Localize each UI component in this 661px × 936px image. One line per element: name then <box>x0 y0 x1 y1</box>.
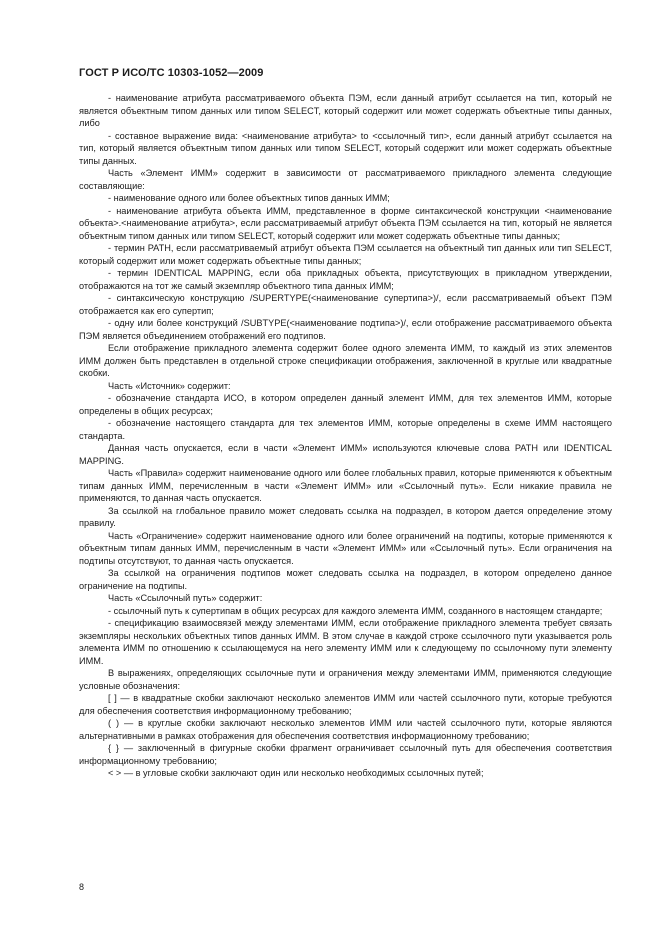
standard-header: ГОСТ Р ИСО/ТС 10303-1052—2009 <box>79 67 264 79</box>
paragraph: Часть «Источник» содержит: <box>108 380 231 391</box>
paragraph: Данная часть опускается, если в части «Элемент ИММ» используются ключевые слова PATH или IDENTICAL MAPPING. <box>79 443 612 466</box>
paragraph: - ссылочный путь к супертипам в общих ресурсах для каждого элемента ИММ, созданного в настоящем стандарте; <box>108 605 603 616</box>
paragraph: - наименование атрибута объекта ИММ, представленное в форме синтаксической конструкции <наименование объекта>.<наименование атрибута>, если рассматриваемый атрибут объекта ПЭМ ссылается на тип, который не является объектным типом данных или типом SELECT, который содержит или может содержать объектные типы данных; <box>79 205 612 241</box>
paragraph: - наименование одного или более объектных типов данных ИММ; <box>108 193 390 203</box>
paragraph: - одну или более конструкций /SUBTYPE(<наименование подтипа>)/, если отображение рассматриваемого объекта ПЭМ является объединением отображений его подтипов. <box>79 318 612 341</box>
paragraph: < > — в угловые скобки заключают один или несколько необходимых ссылочных путей; <box>108 768 484 778</box>
paragraph: - обозначение стандарта ИСО, в котором определен данный элемент ИММ, для тех элементов ИММ, которые определены в общих ресурсах; <box>79 393 612 416</box>
body-text <box>79 92 612 780</box>
paragraph: - наименование атрибута рассматриваемого объекта ПЭМ, если данный атрибут ссылается на тип, который не является объектным типом данных или типом SELECT, который содержит или может содержать объектные типы данных, либо <box>79 93 612 128</box>
page-number: 8 <box>79 882 85 892</box>
paragraph: { } — заключенный в фигурные скобки фрагмент ограничивает ссылочный путь для обеспечения соответствия информационному требованию; <box>79 743 612 766</box>
paragraph: В выражениях, определяющих ссылочные пути и ограничения между элементами ИММ, применяются следующие условные обозначения: <box>79 668 612 691</box>
paragraph: Если отображение прикладного элемента содержит более одного элемента ИММ, то каждый из этих элементов ИММ должен быть представлен в отдельной строке спецификации отображения, заключенной в круглые или квадратные скобки. <box>79 343 612 378</box>
paragraph: ( ) — в круглые скобки заключают несколько элементов ИММ или частей ссылочного пути, которые являются альтернативными в рамках отображения для обеспечения соответствия информационному требованию; <box>79 718 612 741</box>
paragraph: Часть «Ограничение» содержит наименование одного или более ограничений на подтипы, которые применяются к объектным типам данных ИММ, перечисленным в части «Элемент ИММ» или «Ссылочный путь». Если ограничения на подтипы отсутствуют, то данная часть опускается. <box>79 530 612 566</box>
paragraph: Часть «Элемент ИММ» содержит в зависимости от рассматриваемого прикладного элемента следующие составляющие: <box>79 168 612 191</box>
paragraph: - составное выражение вида: <наименование атрибута> to <ссылочный тип>, если данный атрибут ссылается на тип, который является объектным типом данных или типом SELECT, который содержит или может содержать объектные типы данных. <box>79 130 612 166</box>
paragraph: [ ] — в квадратные скобки заключают несколько элементов ИММ или частей ссылочного пути, которые требуются для обеспечения соответствия информационному требованию; <box>79 693 612 716</box>
paragraph: За ссылкой на глобальное правило может следовать ссылка на подраздел, в котором дается определение этому правилу. <box>79 505 612 528</box>
paragraph: - термин PATH, если рассматриваемый атрибут объекта ПЭМ ссылается на объектный тип данных или тип SELECT, который содержит или может содержать объектные типы данных; <box>79 243 612 266</box>
paragraph: - обозначение настоящего стандарта для тех элементов ИММ, которые определены в схеме ИММ настоящего стандарта. <box>79 418 612 441</box>
paragraph: - спецификацию взаимосвязей между элементами ИММ, если отображение прикладного элемента требует связать экземпляры нескольких объектных типов данных ИММ. В этом случае в каждой строке ссылочного пути указывается роль элемента ИММ по отношению к ссылающемуся на него элементу ИММ или к следующему по ссылочному пути элементу ИММ. <box>79 618 612 666</box>
paragraph: Часть «Ссылочный путь» содержит: <box>108 593 263 603</box>
paragraph: За ссылкой на ограничения подтипов может следовать ссылка на подраздел, в котором определено данное ограничение на подтипы. <box>79 568 612 591</box>
paragraph: Часть «Правила» содержит наименование одного или более глобальных правил, которые применяются к объектным типам данных ИММ, перечисленным в части «Элемент ИММ» или «Ссылочный путь». Если никакие правила не применяются, то данная часть опускается. <box>79 468 612 503</box>
paragraph: - термин IDENTICAL MAPPING, если оба прикладных объекта, присутствующих в прикладном утверждении, отображаются на тот же самый экземпляр объектного типа данных ИММ; <box>79 268 612 291</box>
paragraph: - синтаксическую конструкцию /SUPERTYPE(<наименование супертипа>)/, если рассматриваемый объект ПЭМ отображается как его супертип; <box>79 293 612 316</box>
